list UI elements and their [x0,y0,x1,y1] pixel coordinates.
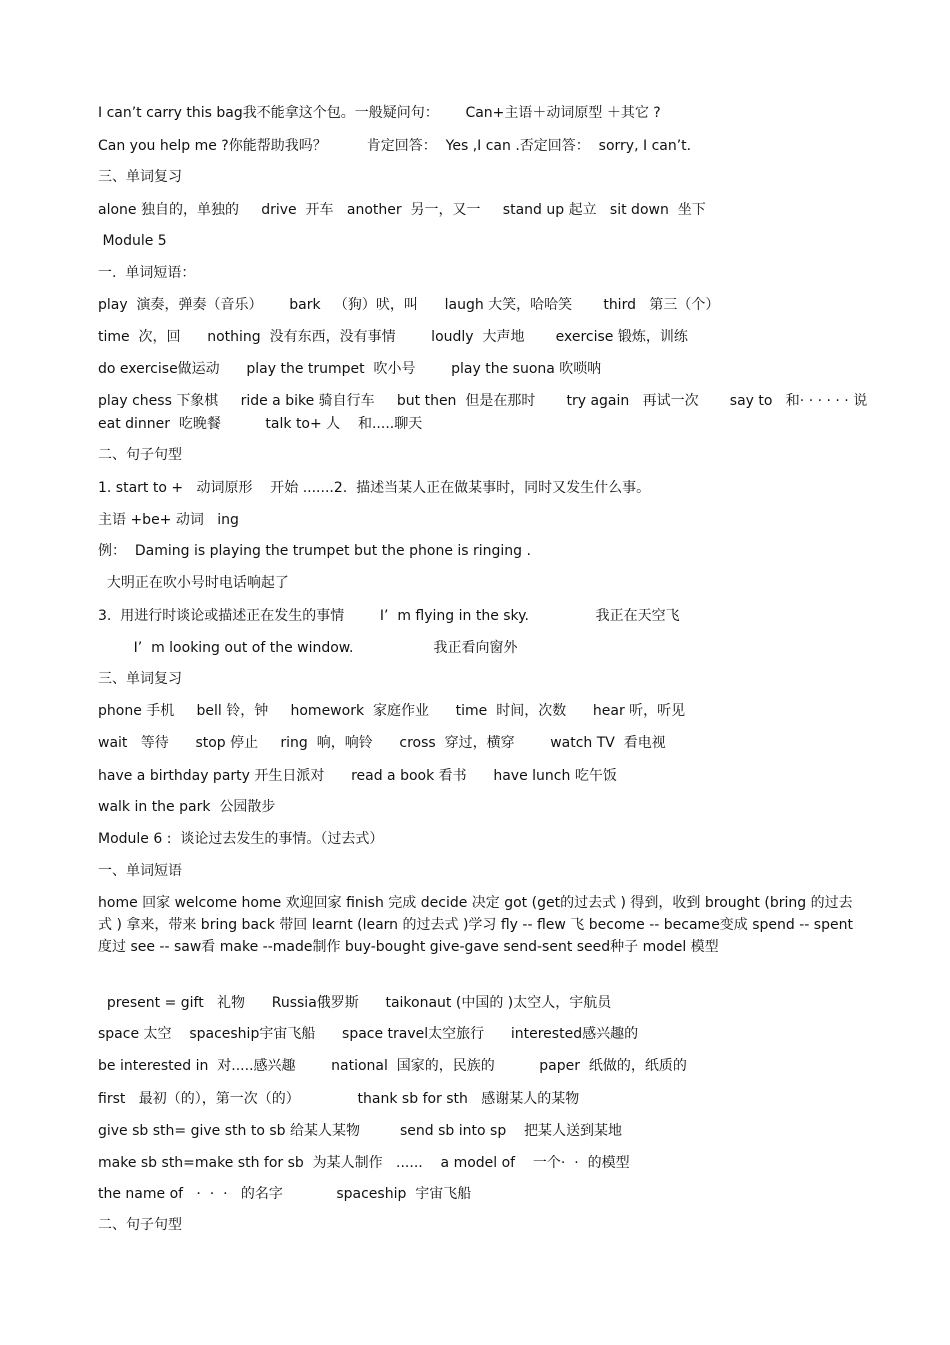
text-line: phone 手机 bell 铃，钟 homework 家庭作业 time 时间，次数 hear 听，听见 [98,703,686,719]
section-heading: 一、单词短语 [98,863,182,879]
text-line: eat dinner 吃晚餐 talk to+ 人 和.....聊天 [98,416,423,432]
text-line: space 太空 spaceship宇宙飞船 space travel太空旅行 interested感兴趣的 [98,1026,639,1042]
text-line: I’ m looking out of the window. 我正看向窗外 [98,640,518,656]
text-line: have a birthday party 开生日派对 read a book 看书 have lunch 吃午饭 [98,768,617,784]
text-line: first 最初（的），第一次（的） thank sb for sth 感谢某人的某物 [98,1091,580,1107]
text-line: be interested in 对.....感兴趣 national 国家的，民族的 paper 纸做的，纸质的 [98,1058,687,1074]
text-line: 大明正在吹小号时电话响起了 [98,575,289,591]
text-line: alone 独自的，单独的 drive 开车 another 另一，又一 stand up 起立 sit down 坐下 [98,202,706,218]
text-line: time 次，回 nothing 没有东西，没有事情 loudly 大声地 exercise 锻炼，训练 [98,329,688,345]
section-heading: 三、单词复习 [98,169,182,185]
module-heading: Module 5 [98,233,167,249]
text-line: 例： Daming is playing the trumpet but the phone is ringing . [98,543,531,559]
text-line: Can you help me ?你能帮助我吗？ 肯定回答： Yes ,I can .否定回答： sorry, I can’t. [98,138,692,154]
text-line: I can’t carry this bag我不能拿这个包。一般疑问句： Can+主语＋动词原型 ＋其它 ? [98,105,661,121]
text-line: make sb sth=make sth for sb 为某人制作 ...... a model of 一个· · 的模型 [98,1155,630,1171]
text-line: 3. 用进行时谈论或描述正在发生的事情 I’ m flying in the sky. 我正在天空飞 [98,608,680,624]
text-line: 主语 +be+ 动词 ing [98,512,239,528]
text-paragraph: home 回家 welcome home 欢迎回家 finish 完成 decide 决定 got (get的过去式 ) 得到，收到 brought (bring 的过去式 ) 拿来，带来 bring back 带回 learnt (learn 的过去式 )学习 fly -- flew 飞 become -- became变成 spend -- spent度过 see -- saw看 make --made制作 buy-bought give-gave send-sent seed种子 model 模型 [98,895,853,955]
text-line: wait 等待 stop 停止 ring 响，响铃 cross 穿过，横穿 watch TV 看电视 [98,735,666,751]
text-line: give sb sth= give sth to sb 给某人某物 send sb into sp 把某人送到某地 [98,1123,623,1139]
text-line: the name of · · · 的名字 spaceship 宇宙飞船 [98,1186,472,1202]
module-heading: Module 6 : 谈论过去发生的事情。（过去式） [98,831,384,847]
text-line: present = gift 礼物 Russia俄罗斯 taikonaut (中国的 )太空人，宇航员 [98,995,612,1011]
section-heading: 一. 单词短语： [98,265,196,281]
section-heading: 三、单词复习 [98,671,182,687]
section-heading: 二、句子句型 [98,1217,182,1233]
text-line: 1. start to + 动词原形 开始 .......2. 描述当某人正在做某事时，同时又发生什么事。 [98,480,651,496]
text-line: play chess 下象棋 ride a bike 骑自行车 but then 但是在那时 try again 再试一次 say to 和· · · · · · 说 [98,393,868,409]
text-line: do exercise做运动 play the trumpet 吹小号 play the suona 吹唢呐 [98,361,602,377]
text-line: play 演奏，弹奏（音乐） bark （狗）吠，叫 laugh 大笑，哈哈笑 third 第三（个） [98,297,720,313]
text-line: walk in the park 公园散步 [98,799,276,815]
section-heading: 二、句子句型 [98,447,182,463]
